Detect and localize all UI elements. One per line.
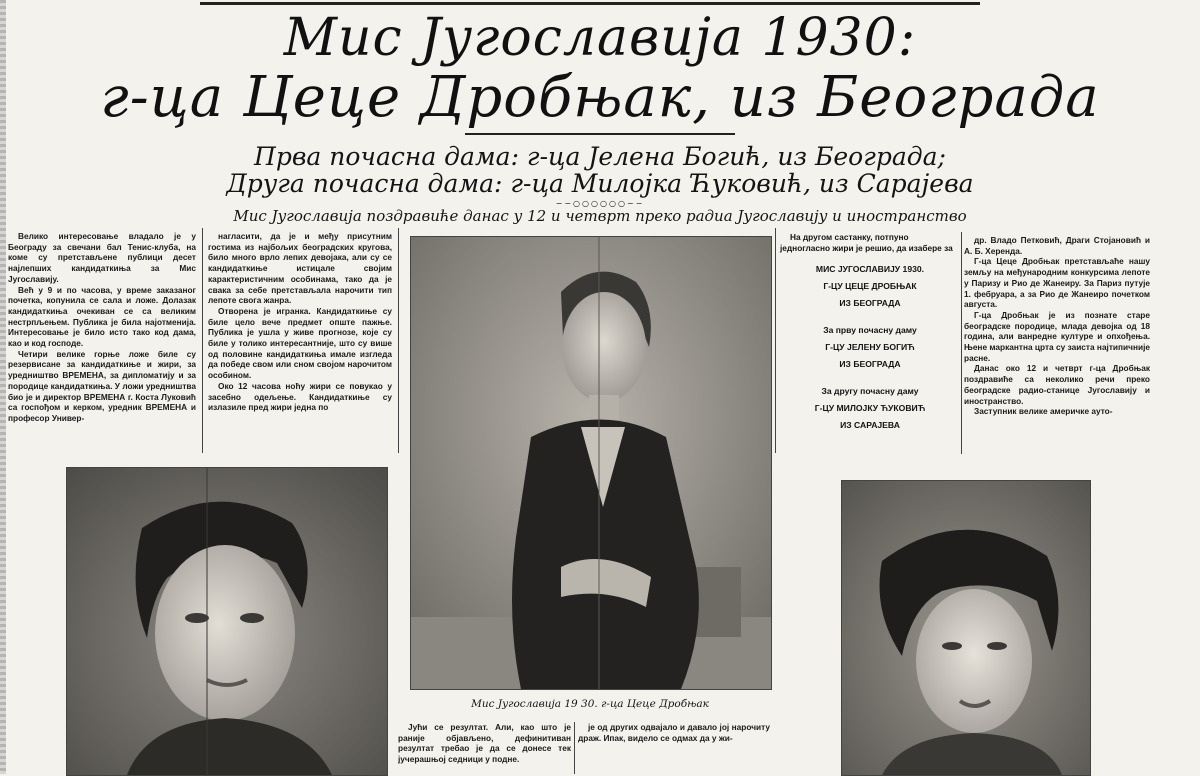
jury-announcement xyxy=(780,232,960,434)
announcement-line: ИЗ БЕОГРАДА xyxy=(839,359,901,370)
article-column-5 xyxy=(964,235,1150,455)
headline-rule xyxy=(465,133,735,135)
top-rule xyxy=(200,2,980,5)
paragraph: Око 12 часова ноћу жири се повукао у засебно одељење. Кандидаткиње су излазиле пред жири једна по xyxy=(208,380,392,413)
article-column-2 xyxy=(208,231,392,453)
paragraph: Већ у 9 и по часова, у време заказаног почетка, копунила се сала и ложе. Долазак кандидаткиња очекиван се са великим нестрпљењем. Публика је била најотменија. Интересовање је било исто тако код дама, као и код господе. xyxy=(8,284,196,349)
announcement-line: Г-ЦУ ЦЕЦЕ ДРОБЊАК xyxy=(823,281,917,292)
ornament-divider: −−○○○○○○−− xyxy=(555,199,645,208)
column-divider xyxy=(574,722,575,774)
photo-second-honorary-lady xyxy=(841,480,1091,776)
article-column-1 xyxy=(8,231,196,453)
paragraph: Велико интересовање владало је у Београду за свечани бал Тенис-клуба, на коме су претстављене публици десет најлепших кандидаткиња за Мис Југославију. xyxy=(8,231,196,284)
article-column-bottom-2 xyxy=(578,722,770,774)
announcement-line: За прву почасну даму xyxy=(823,325,917,336)
headline-line-2: г-ца Цеце Дробњак, из Београда xyxy=(100,65,1100,130)
paragraph: је од других одвајало и давало јој нарочиту драж. Ипак, видело се одмах да у жи- xyxy=(578,722,770,743)
deck-line: Мис Југославија поздравиће данас у 12 и четврт преко радиа Југославију и иностранство xyxy=(233,207,967,225)
subheading-line-2: Друга почасна дама: г-ца Милојка Ћуковић, из Сарајева xyxy=(226,169,974,198)
column-divider xyxy=(398,228,399,453)
photo-caption: Мис Југославија 19 30. г-ца Цеце Дробњак xyxy=(471,698,709,710)
announcement-intro: На другом састанку, потпуно једногласно жири је решио, да изабере за xyxy=(780,232,953,253)
paragraph: Отворена је игранка. Кандидаткиње су биле цело вече предмет опште пажње. Публика је ушла у живе прогнозе, које су биле у толико интересантније, што су вишe од половине кандидаткиња имале изгледа да победе свом или сном својом нарочитом особином. xyxy=(208,305,392,381)
announcement-line: Г-ЦУ ЈЕЛЕНУ БОГИЋ xyxy=(825,342,915,353)
announcement-line: ИЗ БЕОГРАДА xyxy=(839,298,901,309)
photo-first-honorary-lady xyxy=(66,467,388,776)
photo-miss-yugoslavia xyxy=(410,236,772,690)
paragraph: Г-ца Цеце Дробњак претстављаће нашу земљу на међународним конкурсима лепоте у Паризу и Рио де Жанеиру. За Париз путује 1. фебруара, а за Рио де Жанеиро почетком августа. xyxy=(964,256,1150,310)
column-divider xyxy=(961,232,962,454)
paragraph: др. Владо Петковић, Драги Стојановић и А. Б. Херенда. xyxy=(964,235,1150,256)
announcement-line: За другу почасну даму xyxy=(821,386,919,397)
article-column-bottom-1 xyxy=(398,722,571,774)
paragraph: Четири велике горње ложе биле су резервисане за кандидаткиње и жири, за уредништво ВРЕМЕНА, за дипломатију и за породице кандидаткиња. У ложи уредништва био је и директор ВРЕМЕНА г. Коста Луковић са госпођом и керком, уредник ВРЕМЕНА и професор Универ- xyxy=(8,348,196,423)
paragraph: Данас око 12 и четврт г-ца Дробњак поздравиће са неколико речи преко београдске радио-станице Југославију и иностранство. xyxy=(964,363,1150,406)
headline-line-1: Мис Југославија 1930: xyxy=(283,8,917,68)
paragraph: Јући се резултат. Али, као што је раније објављено, дефинитиван резултат требао је да се донесе тек јучерашњој седници у подне. xyxy=(398,722,571,765)
portrait-photo xyxy=(67,468,387,775)
column-divider xyxy=(202,228,203,453)
announcement-line: ИЗ САРАЈЕВА xyxy=(840,420,900,431)
announcement-line: Г-ЦУ МИЛОЈКУ ЋУКОВИЋ xyxy=(814,403,926,414)
paragraph: нагласити, да је и међу присутним гостима из најбољих београдских кругова, било много врло лепих девојака, али су се кандидаткиње истицале својим карактеристичним особинама, тако да је свака за себе претстављала нарочити тип лепоте свога жанра. xyxy=(208,231,392,306)
portrait-photo xyxy=(411,237,771,689)
paragraph: Г-ца Дробњак је из познате старе београдске породице, млада девојка од 18 година, али ванредне културе и опхођења. Њене маркантна црта су заиста најтипичније расне. xyxy=(964,309,1150,363)
portrait-photo xyxy=(842,481,1090,775)
column-divider xyxy=(775,228,776,453)
paragraph: Заступник велике америчке ауто- xyxy=(974,406,1113,417)
subheading-line-1: Прва почасна дама: г-ца Јелена Богић, из Београда; xyxy=(254,142,946,171)
announcement-line: МИС ЈУГОСЛАВИЈУ 1930. xyxy=(815,264,925,275)
